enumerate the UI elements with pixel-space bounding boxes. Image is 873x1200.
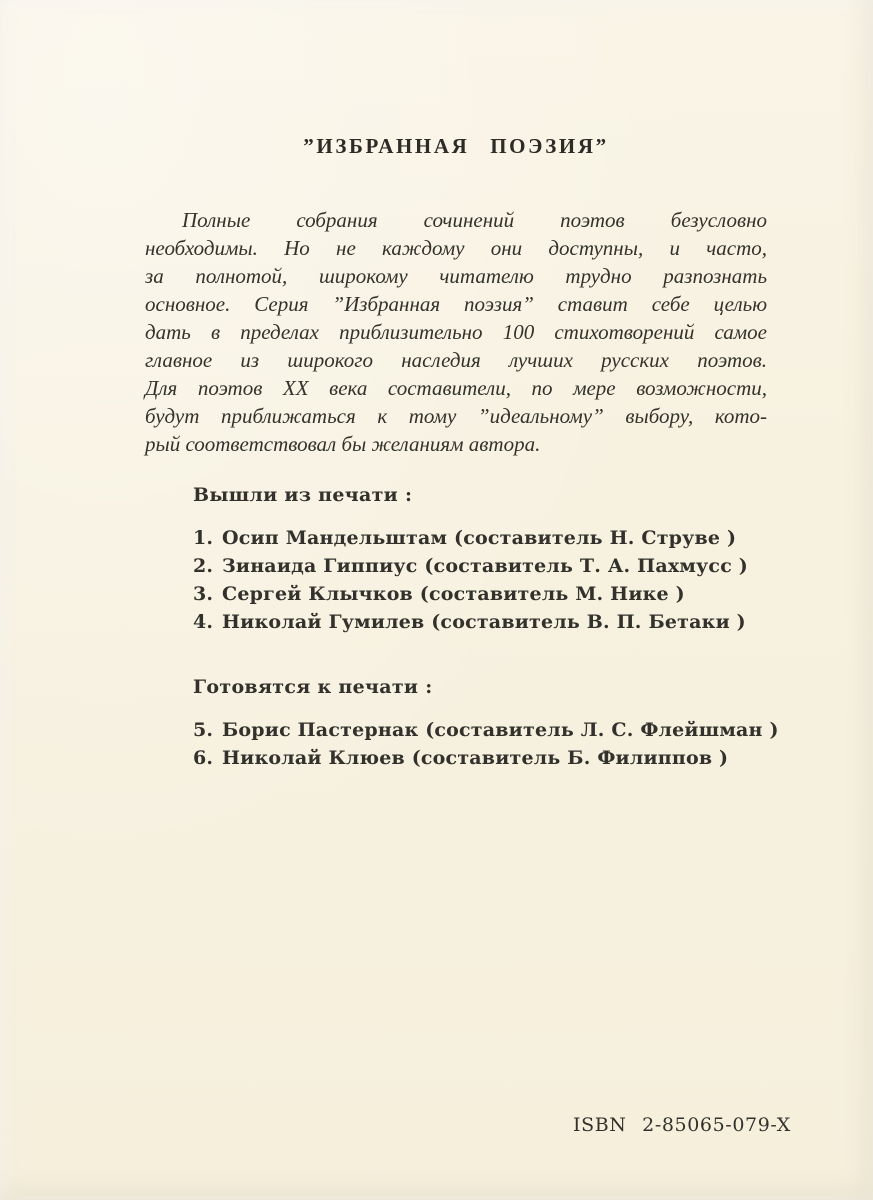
item-number: 1. <box>193 527 214 549</box>
item-number: 3. <box>193 583 214 605</box>
item-number: 6. <box>193 747 214 769</box>
intro-line: основное. Серия ”Избранная поэзия” ставит себе целью <box>145 292 767 316</box>
item-number: 5. <box>193 719 214 741</box>
list-item <box>193 580 748 608</box>
intro-line: главное из широкого наследия лучших русских поэтов. <box>145 348 767 372</box>
intro-paragraph <box>145 206 767 458</box>
intro-line: необходимы. Но не каждому они доступны, и часто, <box>145 236 767 260</box>
item-number: 2. <box>193 555 214 577</box>
item-text: Борис Пастернак (составитель Л. С. Флейшман ) <box>222 719 779 741</box>
intro-line: дать в пределах приблизительно 100 стихотворений самое <box>145 320 767 344</box>
isbn-label: ISBN 2-85065-079-X <box>573 1114 791 1136</box>
intro-line: Полные собрания сочинений поэтов безусловно <box>182 208 767 232</box>
forthcoming-list <box>193 716 779 772</box>
intro-line: будут приближаться к тому ”идеальному” выбору, кото- <box>145 404 767 428</box>
series-title: ”ИЗБРАННАЯ ПОЭЗИЯ” <box>303 134 609 158</box>
item-text: Николай Гумилев (составитель В. П. Бетаки ) <box>222 611 746 633</box>
list-item <box>193 524 748 552</box>
published-list <box>193 524 748 636</box>
list-item <box>193 716 779 744</box>
intro-line: за полнотой, широкому читателю трудно разпознать <box>145 264 767 288</box>
intro-line: Для поэтов XX века составители, по мере возможности, <box>145 376 767 400</box>
published-heading: Вышли из печати : <box>193 484 413 506</box>
list-item <box>193 552 748 580</box>
item-number: 4. <box>193 611 214 633</box>
item-text: Николай Клюев (составитель Б. Филиппов ) <box>222 747 729 769</box>
list-item <box>193 744 779 772</box>
intro-line: рый соответствовал бы желаниям автора. <box>145 432 541 456</box>
item-text: Зинаида Гиппиус (составитель Т. А. Пахмусс ) <box>222 555 748 577</box>
item-text: Сергей Клычков (составитель М. Нике ) <box>222 583 685 605</box>
forthcoming-heading: Готовятся к печати : <box>193 676 433 698</box>
item-text: Осип Мандельштам (составитель Н. Струве ) <box>222 527 737 549</box>
list-item <box>193 608 748 636</box>
